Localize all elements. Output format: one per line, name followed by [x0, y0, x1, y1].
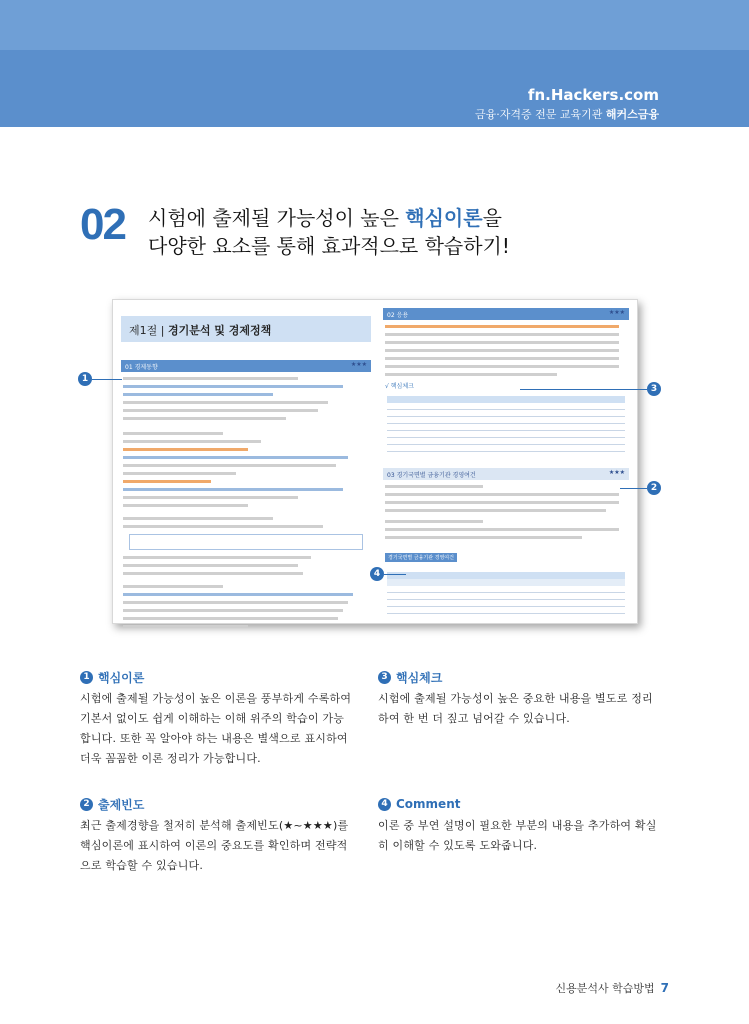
chapter-title: 경기분석 및 경제정책: [167, 324, 272, 337]
item-1-line: 시험에 출제될 가능성이 높은 이론을 풍부하게 수록하여: [80, 692, 352, 705]
section-title-line1: [148, 202, 502, 231]
tagline-prefix: 금융·자격증 전문 교육기관: [474, 108, 603, 121]
page-number: 7: [660, 981, 669, 995]
header-banner: [0, 0, 749, 127]
section-bar-2: [383, 308, 629, 320]
frequency-stars-3: ★★★: [608, 469, 625, 476]
section-bar-3: [383, 468, 629, 480]
item-1-line: 더욱 꼼꼼한 이론 정리가 가능합니다.: [80, 752, 261, 765]
section-tag: 01: [125, 364, 133, 371]
tagline-brand: 해커스금융: [605, 108, 659, 121]
preview-right-page: [383, 306, 629, 616]
item-4-line: 히 이해할 수 있도록 도와줍니다.: [378, 839, 538, 852]
item-2-line: 으로 학습할 수 있습니다.: [80, 859, 204, 872]
section-bar-title: 경제동향: [134, 364, 158, 371]
section-number: 02: [80, 200, 125, 249]
comment-table: [387, 572, 625, 614]
item-core-theory: [80, 668, 365, 769]
tagline: [475, 106, 659, 122]
title-suffix: 을: [482, 206, 502, 230]
frequency-stars-2: ★★★: [608, 309, 625, 316]
item-2-title: 출제빈도: [98, 797, 145, 812]
section-bar-title-2: 응용: [396, 312, 409, 319]
callout-4: 4: [370, 567, 384, 581]
item-3-line: 하여 한 번 더 짚고 넘어갈 수 있습니다.: [378, 712, 570, 725]
item-1-line: 기본서 없이도 쉽게 이해하는 이해 위주의 학습이 가능: [80, 712, 345, 725]
section-title-line2: 다양한 요소를 통해 효과적으로 학습하기!: [148, 234, 510, 258]
item-core-check: [378, 668, 663, 729]
section-tag-3: 03: [387, 472, 395, 479]
callout-3: 3: [647, 382, 661, 396]
item-4-number: 4: [378, 798, 391, 811]
title-prefix: 시험에 출제될 가능성이 높은: [148, 206, 399, 230]
preview-left-page: [121, 310, 371, 610]
check-table: [387, 396, 625, 452]
item-1-line: 합니다. 또한 꼭 알아야 하는 내용은 별색으로 표시하여: [80, 732, 348, 745]
item-3-title: 핵심체크: [396, 670, 443, 685]
item-3-line: 시험에 출제될 가능성이 높은 중요한 내용을 별도로 정리: [378, 692, 653, 705]
item-2-line: 핵심이론에 표시하여 이론의 중요도를 확인하며 전략적: [80, 839, 348, 852]
item-1-title: 핵심이론: [98, 670, 145, 685]
item-frequency: [80, 795, 365, 876]
section-tag-2: 02: [387, 312, 395, 319]
chapter-label: 제1절: [129, 324, 158, 337]
item-4-line: 이론 중 부연 설명이 필요한 부분의 내용을 추가하여 확실: [378, 819, 657, 832]
comment-label: 경기국면별 금융기관 경영여건: [385, 553, 457, 562]
callout-2: 2: [647, 481, 661, 495]
section-bar: [121, 360, 371, 372]
callout-4-line: [384, 574, 406, 575]
frequency-stars: ★★★: [350, 361, 367, 368]
item-2-line: 최근 출제경향을 철저히 분석해 출제빈도(★~★★★)를: [80, 819, 349, 832]
footer-book-title: 신용분석사 학습방법: [555, 982, 655, 995]
item-1-number: 1: [80, 671, 93, 684]
formula-box: [129, 534, 363, 550]
site-url[interactable]: fn.Hackers.com: [527, 86, 659, 104]
callout-2-line: [620, 488, 647, 489]
page-footer: [556, 980, 670, 996]
item-4-title: Comment: [396, 797, 461, 811]
item-comment: [378, 795, 663, 856]
check-label: √ 핵심체크: [385, 383, 414, 390]
item-2-number: 2: [80, 798, 93, 811]
callout-1-line: [92, 379, 122, 380]
banner-stripe: [0, 0, 749, 50]
title-highlight: 핵심이론: [405, 206, 483, 230]
callout-1: 1: [78, 372, 92, 386]
chapter-header: 제1절 | 경기분석 및 경제정책: [121, 316, 371, 342]
item-3-number: 3: [378, 671, 391, 684]
section-bar-title-3: 경기국면별 금융기관 경영여건: [396, 472, 476, 479]
callout-3-line: [520, 389, 647, 390]
